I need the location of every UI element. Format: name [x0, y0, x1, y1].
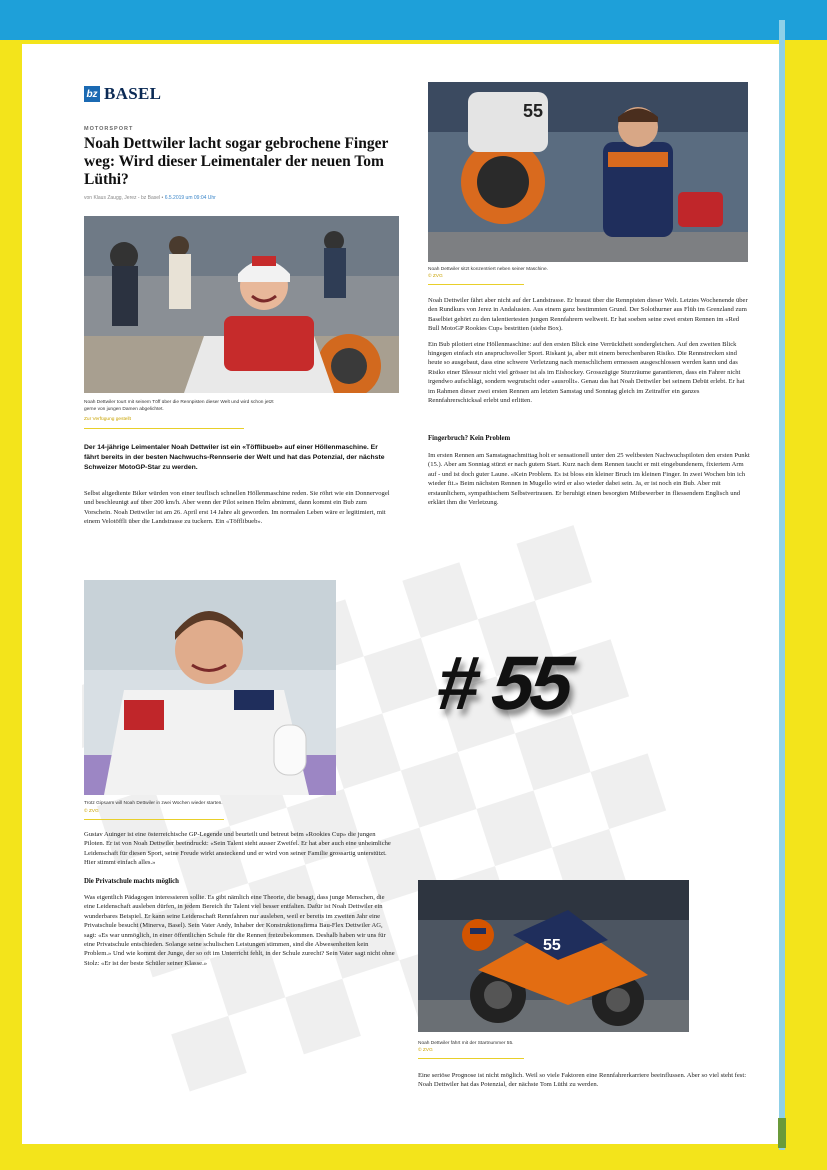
article-right-column-2: [428, 451, 750, 513]
photo-boy-by-bike: [428, 82, 748, 262]
article-lead: Der 14-jährige Leimentaler Noah Dettwiler ist ein «Töfflibueb» auf einer Höllenmaschine. Er fährt bereits in der besten Nachwuchs-Rennserie der Welt und hat das Potenzial, der nächste Schweizer MotoGP-Star zu werden.: [84, 444, 385, 471]
final-para: Eine seriöse Prognose ist nicht möglich. Weil so viele Faktoren eine Rennfahrerkarriere beeinflussen. Aber so viel steht fest: Noah Dettwiler hat das Potenzial, der nächste Tom Lüthi zu werden.: [418, 1072, 747, 1089]
right-para-2: Ein Bub pilotiert eine Höllenmaschine: auf den ersten Blick eine Verrücktheit sondergleichen. Auf den zweiten Blick hingegen einfach ein anspruchsvoller Sport. Riskant ja, aber mit einem berechenbaren Risiko. Die Rennstrecken sind heute so ausgebaut, dass eine schwere Verletzung nach menschlichem ermessen ausgeschlossen werden kann und das Risiko einer Blessur nicht viel grösser ist als im Eishockey. Grosszügige Sturzräume garantieren, dass ein Fahrer nicht irgendwo aufschlägt, sondern wegrutscht oder «ausrollt». Genau das hat Noah Dettwiler bei seinem Debüt erlebt. Er hat im Rahmen dieser zwei ersten Rennen am letzten Samstag und Sonntag gleich im Zeitraffer ein ganzes Rennfahrerschicksal erlebt und erlitten.: [428, 340, 745, 405]
left-para-2: Gustav Auinger ist eine österreichische GP-Legende und beurteilt und betreut beim «Rookies Cup» die jungen Piloten. Er ist von Noah Dettwiler beeindruckt: «Sein Talent steht ausser Zweifel. Er hat aber auch eine unheimliche Leidenschaft für diesen Sport, seine Freude wirkt ansteckend und er wird von seiner Familie grossartig unterstützt. Hier stimmt einfach alles.»: [84, 831, 391, 867]
right-edge-bar: [778, 1118, 786, 1148]
cyan-top-band: [0, 0, 827, 40]
photo4-credit: © ZVG: [418, 1048, 433, 1053]
photo3-caption: Trotz Gipsarm will Noah Dettwiler in zwei Wochen wieder starten.: [84, 801, 223, 806]
right-para-3: Im ersten Rennen am Samstagnachmittag holt er sensationell unter den 25 weltbesten Nachwuchspiloten den ersten Punkt (15.). Aber am Sonntag stürzt er nach gutem Start. Kurz nach dem Rennen taucht er mit eingebundenem, fixiertem Arm auf - und ist doch guter Laune. «Kein Problem. Es ist bloss ein kleiner Bruch im kleinen Finger. In zwei Wochen bin ich wieder fit.» Beim nächsten Rennen in Mugello wird er also wieder dabei sein. Ja, er ist noch ein Bub. Aber mit erstaunlichem, sympathischem Selbstvertrauen. Er beruhigt einen besorgten Mitbewerber in fliessendem Englisch und erklärt ihm die Verletzung.: [428, 452, 750, 507]
photo-racing-bike: [418, 880, 689, 1032]
article-kicker: MOTORSPORT: [84, 126, 134, 132]
right-para-1: Noah Dettwiler fährt aber nicht auf der Landstrasse. Er braust über die Rennpisten dieser Welt. Letztes Wochenende über den Rundkurs von Jerez in Andalusien. Aus einem ganz bestimmten Grund. Der Solothurner aus Flüh im Grenzland zum Baselbiet gehört zu den talentiertesten jungen Rennfahrern weltweit. Er hat soeben seine zwei ersten Rennen im «Red Bull MotoGP Rookies Cup» bestritten (siehe Box).: [428, 297, 748, 333]
para-1-text: Selbst altgediente Biker würden von einer teuflisch schnellen Höllenmaschine reden. Sie röhrt wie ein Donnervogel und beschleunigt auf über 200 km/h. Aber wenn der Pilot seinen Helm abnimmt, dann kommt ein Bub zum Vorschein. Noah Dettwiler ist am 26. April erst 14 Jahre alt geworden. Im normalen Leben wäre er legitimiert, mit einem Velotöffli über die Landstrasse zu tuckern. Ein «Töfflibueb».: [84, 490, 390, 526]
photo4-caption: Noah Dettwiler fährt mit der Startnummer 55.: [418, 1041, 514, 1046]
byline-separator: •: [161, 195, 164, 201]
logo-mark: bz: [84, 86, 100, 102]
photo1-credit: Zur Verfügung gestellt: [84, 417, 131, 422]
photo3-credit: © ZVG: [84, 809, 99, 814]
bz-basel-logo[interactable]: [84, 84, 161, 104]
right-edge-rule: [779, 20, 785, 1150]
svg-text:55: 55: [543, 937, 561, 954]
race-number-graphic: # 55: [432, 641, 574, 726]
article-para-1: [84, 489, 396, 533]
photo2-caption: Noah Dettwiler sitzt konzentriert neben seiner Maschine.: [428, 267, 548, 272]
article-byline: [84, 195, 216, 201]
photo-boy-on-bike: [84, 216, 399, 393]
subhead-privatschule: Die Privatschule machts möglich: [84, 878, 179, 885]
photo-boy-with-cast: [84, 580, 336, 795]
byline-date: 6.5.2019 um 09:04 Uhr: [164, 195, 216, 201]
svg-text:55: 55: [523, 101, 544, 121]
article-final: [418, 1071, 753, 1096]
photo3-divider: [84, 819, 224, 820]
article-left-column-2: [84, 830, 396, 874]
subhead-fingerbruch: Fingerbruch? Kein Problem: [428, 435, 511, 442]
article-headline: Noah Dettwiler lacht sogar gebrochene Finger weg: Wird dieser Leimentaler der neuen Tom Lüthi?: [84, 135, 389, 188]
photo1-caption: Noah Dettwiler tourt mit seinem Töff über die Rennpisten dieser Welt und wird schon jetzt gerne von jungen Damen abgelichtet.: [84, 400, 274, 412]
photo1-divider: [84, 428, 244, 429]
article-right-column: [428, 296, 750, 411]
article-left-column-3: [84, 893, 396, 974]
photo2-divider: [428, 284, 524, 285]
logo-name: BASEL: [104, 84, 162, 103]
byline-author: von Klaus Zaugg, Jerez - bz Basel: [84, 195, 161, 201]
photo2-credit: © ZVG: [428, 274, 443, 279]
photo4-divider: [418, 1058, 524, 1059]
left-para-3: Was eigentlich Pädagogen interessieren sollte. Es gibt nämlich eine Theorie, die besagt, dass junge Menschen, die eine Leidenschaft ausleben dürfen, in jedem Bereich ihr Talent viel besser entfalten. Dafür ist Noah Dettwiler ein wunderbares Beispiel. Er kann seine Leidenschaft Rennfahren nur ausleben, weil er bereits im zweiten Jahr eine Privatschule besucht (Minerva, Basel). Sein Vater Andy, Inhaber der Konstruktionsfirma Bau-Flex Dettwiler AG, sagt: «Es war unmöglich, in einer öffentlichen Schule für die Rennen freizubekommen. Deshalb haben wir uns für eine Privatschule entschieden. Solange seine schulischen Leistungen stimmen, sind die Abwesenheiten kein Problem.» Und wie kommt der Junge, der so oft im Unterricht fehlt, in der Schule zurecht? Sein Vater sagt nicht ohne Stolz: «Er ist der beste Schüler seiner Klasse.»: [84, 894, 395, 967]
